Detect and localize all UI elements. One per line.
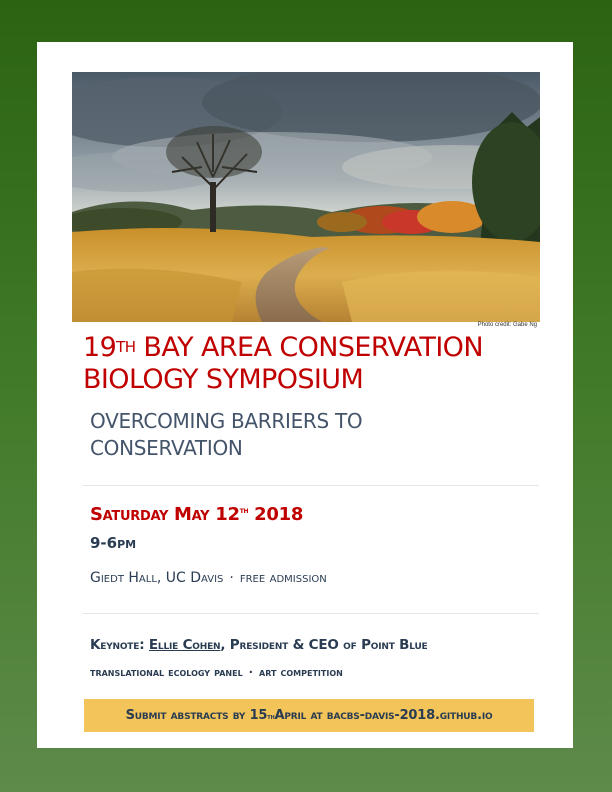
divider [83,613,539,614]
landscape-photo [72,72,540,322]
submit-before: Submit abstracts by 15 [125,708,268,723]
date-suffix: th [239,506,249,516]
title-ordinal-number: 19 [83,332,117,363]
date-year: 2018 [248,504,304,525]
photo-credit: Photo credit: Gabe Ng [477,322,537,328]
keynote-line [90,637,428,653]
separator-dot: · [248,665,254,679]
symposium-title [83,332,553,396]
date-prefix: Saturday May 12 [90,504,240,525]
keynote-speaker-link[interactable]: Ellie Cohen [148,637,221,653]
subtitle-line2: CONSERVATION [90,436,243,460]
keynote-label: Keynote: [90,637,149,653]
event-venue-line [90,570,327,586]
event-date [90,504,303,525]
extras-item-art: art competition [259,665,343,679]
event-time: 9-6pm [90,534,137,552]
admission: free admission [239,570,327,586]
venue: Giedt Hall, UC Davis [90,570,224,586]
symposium-subtitle [90,408,510,462]
separator-dot: · [229,570,234,586]
submit-after: April at bacbs-davis-2018.github.io [274,708,493,723]
extras-item-panel: translational ecology panel [90,665,243,679]
divider [83,485,539,486]
keynote-role: , President & CEO of Point Blue [220,637,428,653]
extras-line [90,665,343,679]
title-ordinal-suffix: TH [116,338,136,356]
landscape-photo-art [72,72,540,322]
subtitle-line1: OVERCOMING BARRIERS TO [90,409,363,433]
title-line1: BAY AREA CONSERVATION [135,332,483,363]
poster [37,42,573,748]
title-line2: BIOLOGY SYMPOSIUM [83,364,364,395]
submit-banner [84,699,534,732]
submit-suffix: th [267,712,275,721]
